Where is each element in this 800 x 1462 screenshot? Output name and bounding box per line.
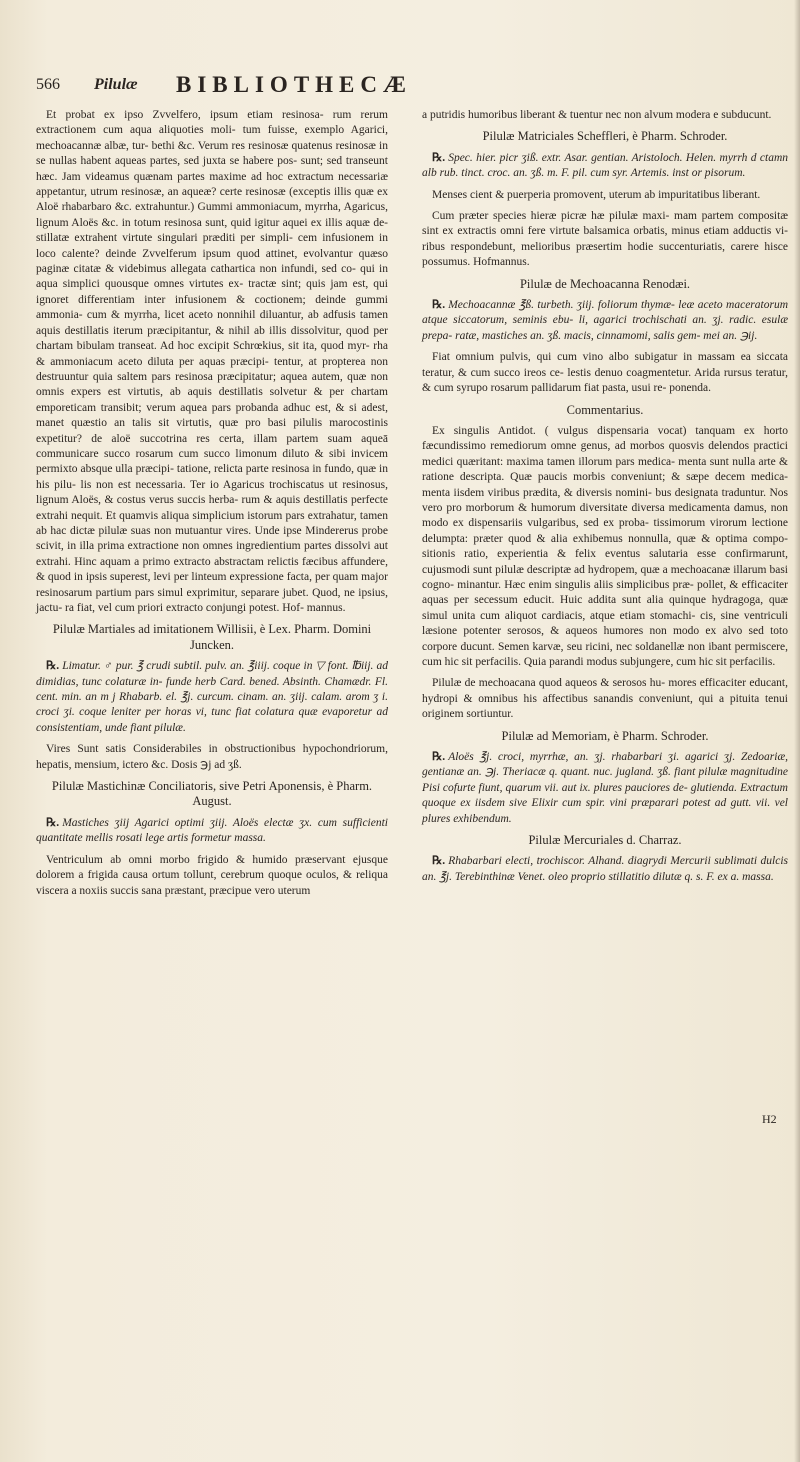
paragraph: a putridis humoribus liberant & tuentur nec non alvum modera e subducunt. xyxy=(422,109,772,121)
recipe-text: Aloës ℥j. croci, myrrhæ, an. ʒj. rhabarbari ʒi. agarici ʒj. Zedoariæ, gentianæ an. ℈j. Theriacæ q. quant. nuc. jugland. ʒß. fiant pilulæ magnitudine Pisi cofurte fiunt, quarum vii. aut ix. plures pauciores de- glutienda. Extractum quoque ex iisdem sive Elixir cum spir. vini præparari potest ad gutt. vii. vel plures exhibendum. xyxy=(422,751,788,825)
page-edge-shadow xyxy=(794,0,800,1462)
recipe xyxy=(422,750,788,827)
section-title: Pilulæ xyxy=(94,76,138,93)
recipe-text: Mechoacannæ ℥ß. turbeth. ʒiij. foliorum thymæ- leæ aceto maceratorum atque siccatorum, seminis ebu- li, agarici trochischati an. ʒj. radic. esulæ prepa- ratæ, mastiches an. ʒß. macis, cinnamomi, salis gem- mei an. ℈ij. xyxy=(422,299,788,342)
recipe-symbol-icon: ℞. xyxy=(432,151,446,164)
page-number: 566 xyxy=(36,76,60,93)
recipe-text: Mastiches ʒiij Agarici optimi ʒiij. Aloës electæ ʒx. cum sufficienti quantitate mellis rosati lege artis formetur massa. xyxy=(36,816,388,845)
paragraph: Cum præter species hieræ picræ hæ pilulæ maxi- mam partem compositæ sint ex extractis omni fere virtute balsamica orbatis, minus etiam adductis vi- ribus respondebunt, melioribus præsertim hodie succenturiatis, carere hisce possumus. Hofmannus. xyxy=(422,210,788,269)
recipe xyxy=(422,151,788,182)
heading-pilulae-martiales: Pilulæ Martiales ad imitationem Willisii, è Lex. Pharm. Domini Juncken. xyxy=(52,622,372,652)
recipe-symbol-icon: ℞. xyxy=(432,299,446,312)
paragraph: Pilulæ de mechoacana quod aqueos & serosos hu- mores efficaciter educant, hydropi & omnibus his affectibus sanandis conveniunt, qui a pituita tenui originem sortiuntur. xyxy=(422,677,788,721)
recipe-symbol-icon: ℞. xyxy=(432,751,446,764)
heading-pilulae-matriciales: Pilulæ Matriciales Scheffleri, è Pharm. Schroder. xyxy=(482,129,728,144)
paragraph: Ventriculum ab omni morbo frigido & humido præservant ejusque dolorem a frigida causa ortum tollunt, cerebrum quoque oculos, & reliqua viscera a noxiis succis sana præstant, præcipue vero uterum xyxy=(36,853,388,897)
heading-pilulae-mastichinae: Pilulæ Mastichinæ Conciliatoris, sive Petri Aponensis, è Pharm. August. xyxy=(51,779,373,809)
heading-pilulae-memoriam: Pilulæ ad Memoriam, è Pharm. Schroder. xyxy=(501,728,709,743)
recipe xyxy=(422,298,788,344)
recipe-text: Spec. hier. picr ʒiß. extr. Asar. gentian. Aristoloch. Helen. myrrh d ctamn alb rub. tinct. croc. an. ʒß. m. F. pil. cum syr. Artemis. inst or pisorum. xyxy=(422,151,788,180)
recipe-symbol-icon: ℞. xyxy=(46,816,60,829)
heading-commentarius: Commentarius. xyxy=(566,402,644,417)
paragraph: Fiat omnium pulvis, qui cum vino albo subigatur in massam ea siccata teratur, & cum succo ireos ce- lestis denuo coagmentetur. Arida rursus teratur, & cum syrupo rosarum pallidarum fiat pasta, usui re- ponenda. xyxy=(422,351,788,395)
running-title: BIBLIOTHECÆ xyxy=(176,72,412,97)
catchword: H2 xyxy=(762,1112,777,1126)
recipe-text: Limatur. ♂ pur. ℥ crudi subtil. pulv. an. ℥iiij. coque in ▽ font. ℔iij. ad dimidias, tunc colaturæ in- funde herb Card. bened. Absinth. Chamædr. Fl. cent. min. an m j Rhabarb. el. ℥j. curcum. cinam. an. ʒiij. calam. arom ʒ i. croci ʒi. coque leniter per horas vi, tunc fiat colatura quæ evaporetur ad consistentiam, unde fiant pilulæ. xyxy=(36,660,388,734)
recipe-symbol-icon: ℞. xyxy=(432,855,446,868)
left-column xyxy=(36,108,388,905)
page-header xyxy=(36,72,788,102)
paragraph: Et probat ex ipso Zvvelfero, ipsum etiam resinosa- rum rerum extractionem cum aqua aliquoties moli- tum fuisse, exemplo Agarici, mechoacannæ albæ, tur- bethi &c. Verum res resinosæ quatenus resinosæ in se nullas habent aqueas partes, sed juxta se habere pos- sunt; sed transeunt hæc. Jam videamus quænam partes maxime ad hoc extractum necessariæ appetantur, utrum resinosæ, an aqueæ? certe resinosæ (exceptis illis quæ ex Aloë rhabarbaro &c. extrahuntur.) Gummi ammoniacum, myrrha, Agaricus, lignum Aloës &c. in totum resinosa sunt, quid igitur aquei ex illis aquæ de- stillatæ extrahent virtute singulari præditi per simpli- cem infusionem in loco calente? deinde Zvvelferum ipsum quod attinet, evolvantur quæso paginæ citatæ & videbimus allegata cathartica non infundi, sed co- qui in aqua simplici quousque omnes virtutes ex- tractæ sint; quis jam est, qui ignoret differentiam inter infusionem & coctionem; deinde gummi ammonia- cum & myrrha, licet aceto nonnihil diluantur, ab adfusis tamen aquis destillatis iterum præcipitantur, & nihil ab illis dissolvitur, quod per chartam bibulam transeat. Ad hoc excipit Schrœkius, sit ita, quod myr- rha & ammoniacum aceto diluta per aquas præcipi- tentur, at propterea non destruuntur quia saltem pars resinosa præcipitatur; aquea autem, quæ non omnis expers est virtutis, ab aquis destillatis solvetur & per chartam emporeticam transibit; verum aquea pars probanda adhuc est, & si adest, manet quæstio an talis sit virtutis, quæ pro basi pilulis marocostinis expetitur? de aloë succotrina res certa, illam partem suam aqueā communicare succo rosarum cum succo limonum diluto & sibi invicem permixto absque ulla præcipi- tatione, relicta parte resinosa in fundo, quæ in his pilu- lis non est necessaria. Ter io Agaricus trochiscatus ut resinosus, lignum Aloës, & costus verus succis herba- rum & aquis destillatis perfecte extrahi nequit. Et quamvis aliqua simplicium istorum pars extrahatur, tamen ab hac dictæ pilulæ suas non mutuantur vires. Unde ipse Mindererus probe scivit, in illa prima extractione non omnes ingredientium partes dissolvi aut extrahi. Hinc aquam a primo extracto abstractam relictis fæcibus affundere, & quod in ipsis superest, levi per linteum expressione facta, per quam major resinosarum partium pars simul exprimitur, separare jubet. Quod, ne ipsius, jactu- ra fiat, vel cum priori extracto conjungi potest. Hof- mannus. xyxy=(36,109,388,614)
paragraph: Ex singulis Antidot. ( vulgus dispensaria vocat) tanquam ex horto fæcundissimo remediorum omne genus, ad morbos quosvis delendos practici medici quæritant: maxima tamen illorum pars medica- menta sunt nulla arte & ratione descripta. Quæ paucis morbis conveniunt; & sæpe decem medica- menta iisdem viribus prædita, & diversis nomini- bus designata traduntur. Nos vero pro morborum & humorum diversitate diversa medicamenta damus, non modo ex dispensariis vulgaribus, sed ex proba- tissimorum virorum lectione delumpta: præter quod & alia exhibemus nonnulla, quæ & optima compo- sitionis ratio, experientia & felix eventus salutaria esse confirmarunt, cujusmodi sunt pilulæ descriptæ ad hydropem, quæ a mechoacanæ illarum basi cogno- minantur. Hæc enim singulis aliis simplicibus præ- pollet, & efficaciter aquas per secessum educit. Huic addita sunt alia quinque hydragoga, quæ simul unita cum aliquot cardiacis, atque etiam stomachi- cis, sine ventriculi læsione potenter serosos, & aqueos humores non modo ex alvo sed toto corpore ducunt. Semen karvæ, seu ricini, nec soldanellæ non ibant permiscere, cum hic sit perfacilis. Quia parandi modus subjungere, cum hic sit perfacilis. xyxy=(422,424,788,668)
recipe-symbol-icon: ℞. xyxy=(46,660,60,673)
recipe xyxy=(36,816,388,847)
paragraph: Menses cient & puerperia promovent, uterum ab impuritatibus liberant. xyxy=(432,188,761,201)
heading-pilulae-mercuriales: Pilulæ Mercuriales d. Charraz. xyxy=(528,833,682,848)
recipe-text: Rhabarbari electi, trochiscor. Alhand. diagrydi Mercurii sublimati dulcis an. ℥j. Terebinthinæ Venet. oleo proprio stillatitio dilutæ q. s. F. ex a. massa. xyxy=(422,855,788,883)
heading-pilulae-mechoacanna: Pilulæ de Mechoacanna Renodæi. xyxy=(519,276,691,291)
right-column xyxy=(422,108,788,891)
paragraph: Vires Sunt satis Considerabiles in obstructionibus hypochondriorum, hepatis, mensium, ictero &c. Dosis ℈j ad ʒß. xyxy=(36,743,388,771)
recipe xyxy=(422,854,788,885)
recipe xyxy=(36,659,388,736)
